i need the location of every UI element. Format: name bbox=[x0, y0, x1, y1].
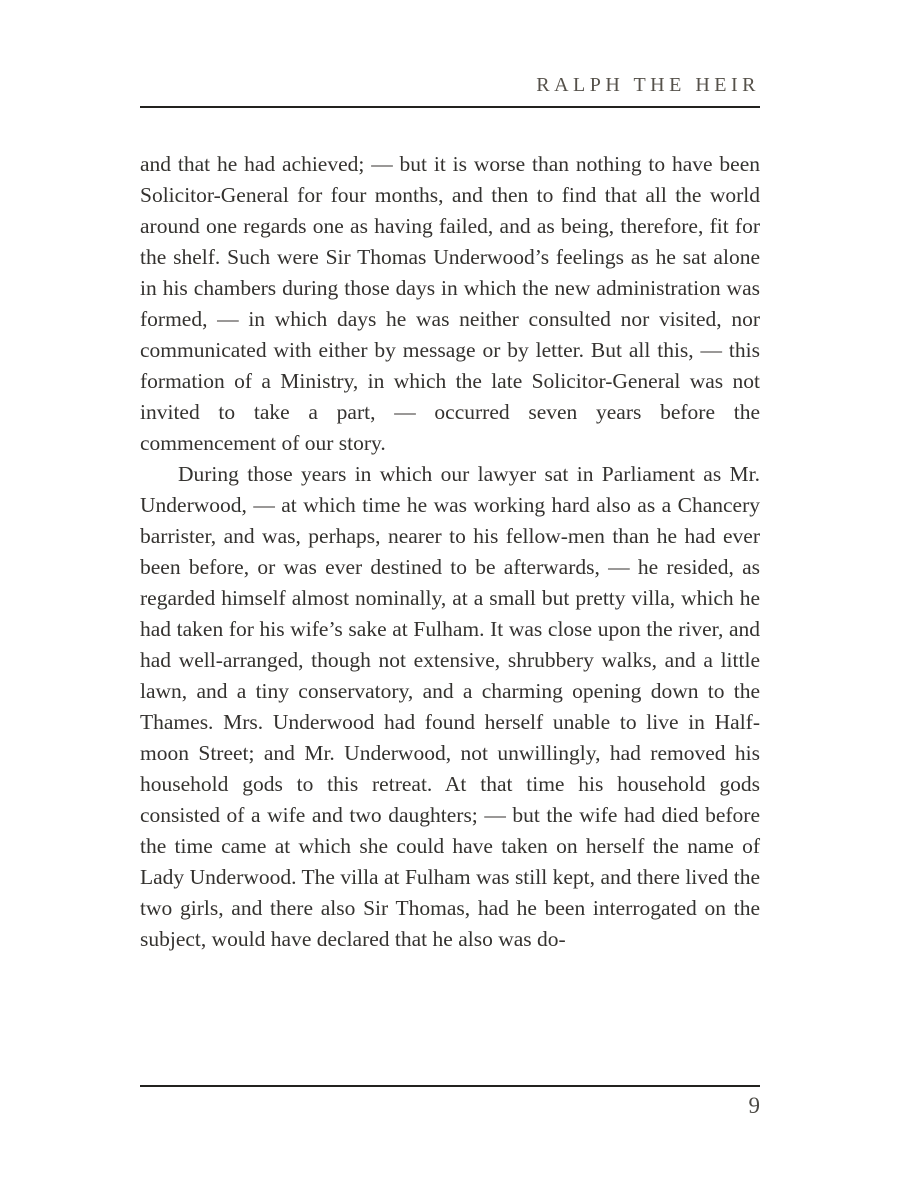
paragraph-continuation: and that he had achieved; — but it is worse than nothing to have been Solicitor-General for four months, and then to find that all the world around one regards one as having failed, and as being, therefore, fit for the shelf. Such were Sir Thomas Underwood’s feelings as he sat alone in his chambers during those days in which the new administration was formed, — in which days he was neither consulted nor visited, nor communicated with either by message or by letter. But all this, — this formation of a Ministry, in which the late Solicitor-General was not invited to take a part, — occurred seven years before the commencement of our story. bbox=[140, 152, 760, 455]
page-footer bbox=[140, 1085, 760, 1119]
paragraph: During those years in which our lawyer sat in Parliament as Mr. Underwood, — at which time he was working hard also as a Chancery barrister, and was, perhaps, nearer to his fellow-men than he had ever been before, or was ever destined to be afterwards, — he resided, as regarded himself almost nominally, at a small but pretty villa, which he had taken for his wife’s sake at Fulham. It was close upon the river, and had well-arranged, though not extensive, shrubbery walks, and a little lawn, and a tiny conservatory, and a charming opening down to the Thames. Mrs. Underwood had found herself unable to live in Half-moon Street; and Mr. Underwood, not unwillingly, had removed his household gods to this retreat. At that time his household gods consisted of a wife and two daughters; — but the wife had died before the time came at which she could have taken on herself the name of Lady Underwood. The villa at Fulham was still kept, and there lived the two girls, and there also Sir Thomas, had he been interrogated on the subject, would have declared that he also was do- bbox=[140, 462, 760, 951]
footer-rule bbox=[140, 1085, 760, 1087]
page-header bbox=[140, 0, 760, 108]
page-number: 9 bbox=[748, 1093, 760, 1118]
running-head-title: RALPH THE HEIR bbox=[536, 74, 760, 96]
page-content-area bbox=[140, 0, 760, 955]
page-body bbox=[140, 149, 760, 955]
header-rule bbox=[140, 106, 760, 108]
